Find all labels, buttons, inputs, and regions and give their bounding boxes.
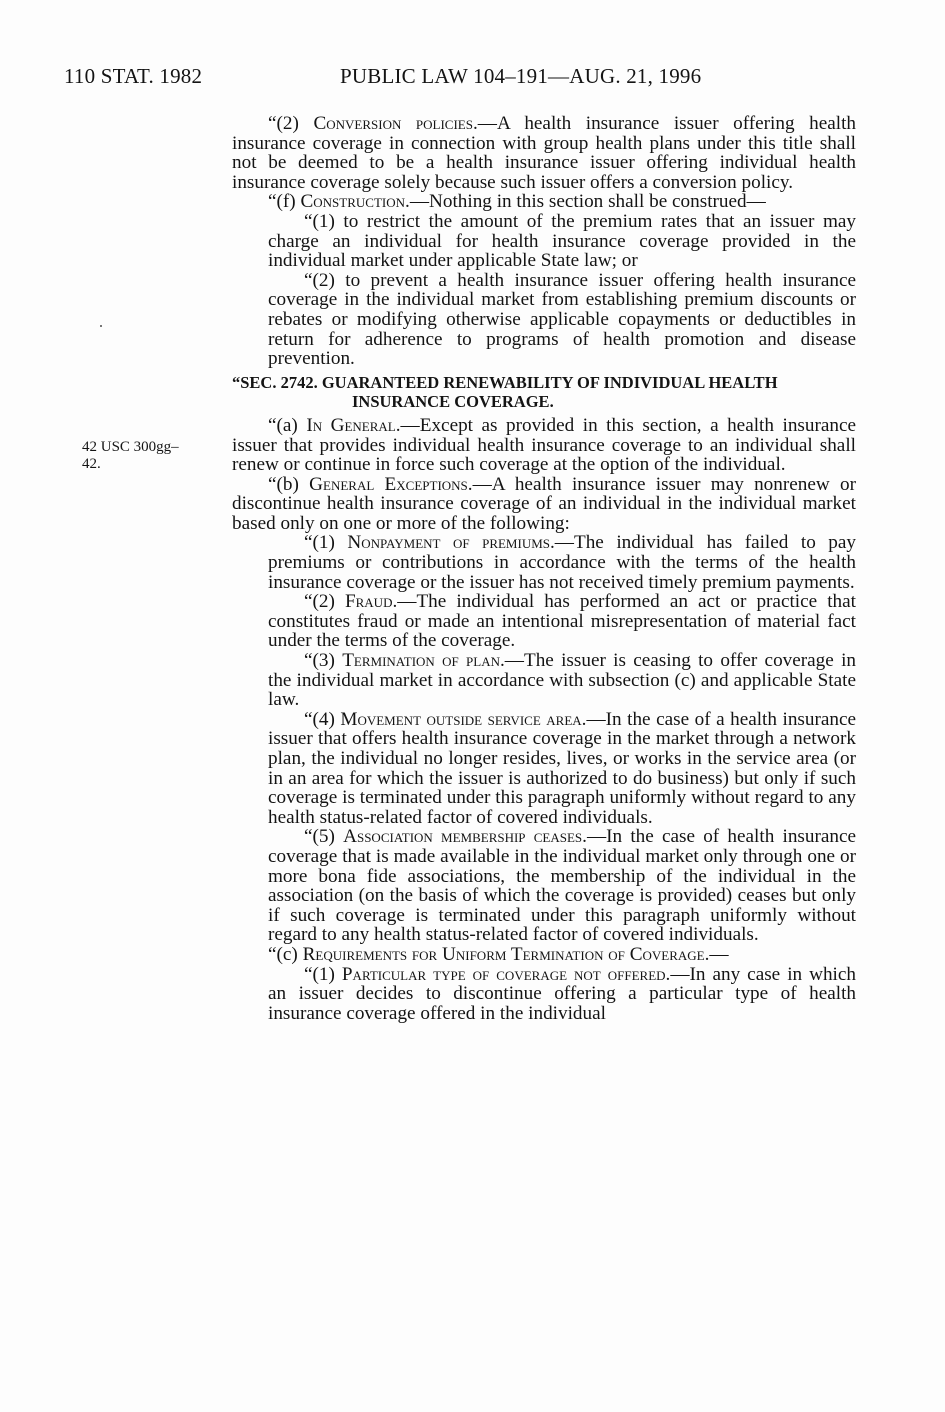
construction-clauses	[232, 212, 856, 369]
paragraph-heading: In General.	[306, 414, 401, 436]
paragraph-heading: Fraud.	[344, 591, 398, 613]
margin-citation	[82, 439, 222, 473]
paragraph-text: —In the case of a health insurance issuer that offers health insurance coverage in the market through a network plan, the individual no longer resides, lives, or works in the service area (or in an area for which the issuer is authorized to do business) but only if such coverage is terminated under this paragraph uniformly without regard to any health status-related factor of covered individuals.	[268, 708, 857, 828]
paragraph-b2-fraud	[268, 592, 856, 651]
paragraph-text: —A health insurance issuer offering health insurance coverage in connection with group health plans under this title shall not be deemed to be a health insurance issuer offering individual health insurance coverage solely because such issuer offers a conversion policy.	[232, 113, 857, 193]
termination-list	[232, 965, 856, 1024]
paragraph-text: —In any case in which an issuer decides to discontinue offering a particular type of health insurance coverage offered in the individual	[268, 963, 856, 1024]
paragraph-text: —The individual has failed to pay premiums or contributions in accordance with the terms of the health insurance coverage or the issuer has not received timely premium payments.	[268, 532, 856, 593]
margin-citation-line-1: 42 USC 300gg–	[82, 439, 179, 455]
paragraph-heading: Construction.	[300, 191, 410, 213]
section-heading-line-2: INSURANCE COVERAGE.	[352, 392, 554, 412]
paragraph-lead: “(c)	[268, 943, 303, 965]
paragraph-text: —Except as provided in this section, a health insurance issuer that provides individual health insurance coverage to an individual shall renew or continue in force such coverage at the option of the individual.	[232, 414, 857, 476]
paragraph-a-in-general	[232, 416, 856, 475]
paragraph-lead: “(a)	[268, 414, 307, 436]
paragraph-heading: General Exceptions.	[309, 473, 473, 495]
paragraph-text: —The individual has performed an act or practice that constitutes fraud or made an intentional misrepresentation of material fact under the terms of the coverage.	[268, 591, 856, 652]
paragraph-e2-conversion-policies	[232, 114, 856, 192]
paragraph-lead: “(4)	[304, 708, 341, 730]
paragraph-text: —The issuer is ceasing to offer coverage in the individual market in accordance with subsection (c) and applicable State law.	[268, 650, 857, 711]
margin-citation-line-2: 42.	[82, 456, 101, 472]
section-heading-line-1: “SEC. 2742. GUARANTEED RENEWABILITY OF INDIVIDUAL HEALTH	[232, 372, 778, 392]
paragraph-f2: “(2) to prevent a health insurance issuer offering health insurance coverage in the individual market from establishing premium discounts or rebates or modifying otherwise applicable copayments or deductibles in return for adherence to programs of health promotion and disease prevention.	[268, 269, 856, 370]
paragraph-heading: Nonpayment of premiums.	[347, 532, 555, 554]
section-2742-heading	[232, 373, 856, 412]
scan-speck	[100, 325, 102, 327]
paragraph-heading: Termination of plan.	[342, 650, 505, 672]
paragraph-b1-nonpayment	[268, 533, 856, 592]
paragraph-heading: Requirements for Uniform Termination of Coverage.	[302, 943, 710, 965]
paragraph-heading: Association membership ceases.	[343, 826, 587, 848]
paragraph-text: —Nothing in this section shall be construed—	[409, 191, 766, 213]
paragraph-lead: “(2)	[268, 113, 314, 134]
body-text	[232, 114, 856, 1023]
paragraph-lead: “(5)	[304, 826, 344, 848]
paragraph-text: —In the case of health insurance coverage that is made available in the individual market only through one or more bona fide associations, the membership of the individual in the association (on the basis of which the coverage is provided) ceases but only if such coverage is terminated under this paragraph uniformly without regard to any health status-related factor of covered individuals.	[268, 826, 857, 946]
paragraph-b3-termination-of-plan	[268, 651, 856, 710]
paragraph-c-uniform-termination	[232, 945, 856, 965]
paragraph-f1: “(1) to restrict the amount of the premium rates that an issuer may charge an individual for health insurance coverage provided in the individual market under applicable State law; or	[268, 210, 856, 272]
paragraph-lead: “(2)	[304, 591, 345, 613]
page-running-title: PUBLIC LAW 104–191—AUG. 21, 1996	[340, 64, 702, 88]
paragraph-heading: Conversion policies.	[313, 113, 478, 134]
paragraph-lead: “(3)	[304, 650, 343, 672]
paragraph-b4-movement-outside-service-area	[268, 710, 856, 828]
paragraph-b-general-exceptions	[232, 475, 856, 534]
paragraph-heading: Particular type of coverage not offered.	[341, 963, 671, 985]
paragraph-text: —A health insurance issuer may nonrenew or discontinue health insurance coverage of an individual in the individual market based only on one or more of the following:	[232, 473, 856, 534]
exceptions-list	[232, 533, 856, 944]
paragraph-lead: “(1)	[304, 532, 348, 554]
paragraph-lead: “(b)	[268, 473, 310, 495]
paragraph-c1-particular-type	[268, 965, 856, 1024]
paragraph-lead: “(1)	[304, 963, 342, 985]
paragraph-lead: “(f)	[268, 191, 301, 213]
paragraph-f-construction	[232, 192, 856, 212]
paragraph-heading: Movement outside service area.	[340, 708, 587, 730]
paragraph-b5-association-membership-ceases	[268, 827, 856, 945]
page-stat-number: 110 STAT. 1982	[64, 64, 203, 88]
paragraph-text: —	[709, 943, 729, 965]
